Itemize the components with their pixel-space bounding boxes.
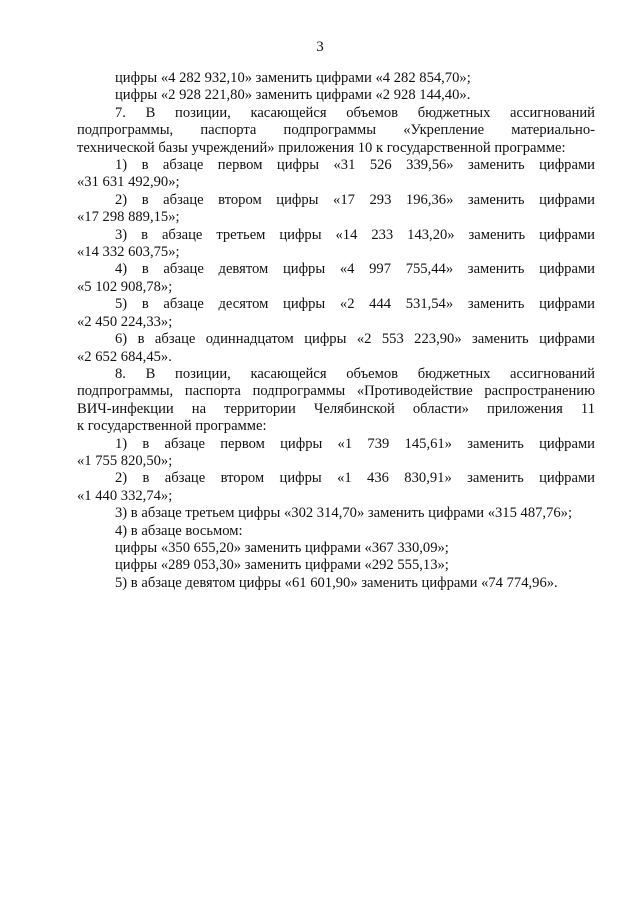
- list-item: 3) в абзаце третьем цифры «14 233 143,20» заменить цифрами: [115, 226, 595, 243]
- text-line: цифры «2 928 221,80» заменить цифрами «2 928 144,40».: [115, 87, 471, 104]
- list-item: 6) в абзаце одиннадцатом цифры «2 553 223,90» заменить цифрами: [115, 331, 595, 348]
- text-line: «17 298 889,15»;: [77, 209, 180, 226]
- text-line: подпрограммы, паспорта подпрограммы «Укрепление материально-: [77, 122, 595, 139]
- list-item: 2) в абзаце втором цифры «17 293 196,36» заменить цифрами: [115, 191, 595, 208]
- list-item: 1) в абзаце первом цифры «31 526 339,56» заменить цифрами: [115, 157, 595, 174]
- list-item: 5) в абзаце десятом цифры «2 444 531,54» заменить цифрами: [115, 296, 595, 313]
- text-line: цифры «350 655,20» заменить цифрами «367 330,09»;: [115, 539, 449, 556]
- text-line: цифры «4 282 932,10» заменить цифрами «4 282 854,70»;: [115, 70, 471, 86]
- text-line: «2 652 684,45».: [77, 348, 172, 365]
- text-line: ВИЧ-инфекции на территории Челябинской области» приложения 11: [77, 400, 595, 417]
- list-item: 4) в абзаце девятом цифры «4 997 755,44» заменить цифрами: [115, 261, 595, 278]
- list-item: 3) в абзаце третьем цифры «302 314,70» заменить цифрами «315 487,76»;: [115, 505, 573, 522]
- text-line: к государственной программе:: [77, 418, 267, 435]
- text-line: «31 631 492,90»;: [77, 174, 180, 191]
- page-number: 3: [316, 39, 324, 55]
- text-line: цифры «289 053,30» заменить цифрами «292 555,13»;: [115, 557, 449, 574]
- text-line: «14 332 603,75»;: [77, 244, 180, 261]
- list-item: 2) в абзаце втором цифры «1 436 830,91» заменить цифрами: [115, 470, 595, 487]
- text-line: «2 450 224,33»;: [77, 313, 173, 330]
- text-line: 7. В позиции, касающейся объемов бюджетных ассигнований: [115, 104, 595, 121]
- text-line: «5 102 908,78»;: [77, 278, 173, 295]
- list-item: 5) в абзаце девятом цифры «61 601,90» заменить цифрами «74 774,96».: [115, 574, 558, 591]
- list-item: 1) в абзаце первом цифры «1 739 145,61» заменить цифрами: [115, 435, 595, 452]
- paragraph-7: [77, 105, 595, 366]
- text-line: 8. В позиции, касающейся объемов бюджетных ассигнований: [115, 365, 595, 382]
- text-line: «1 440 332,74»;: [77, 487, 173, 504]
- document-body: [77, 70, 595, 592]
- text-line: «1 755 820,50»;: [77, 452, 173, 469]
- list-item: 4) в абзаце восьмом:: [115, 522, 243, 539]
- paragraph-8: [77, 366, 595, 592]
- text-line: подпрограммы, паспорта подпрограммы «Противодействие распространению: [77, 383, 595, 400]
- text-line: технической базы учреждений» приложения 10 к государственной программе:: [77, 139, 566, 156]
